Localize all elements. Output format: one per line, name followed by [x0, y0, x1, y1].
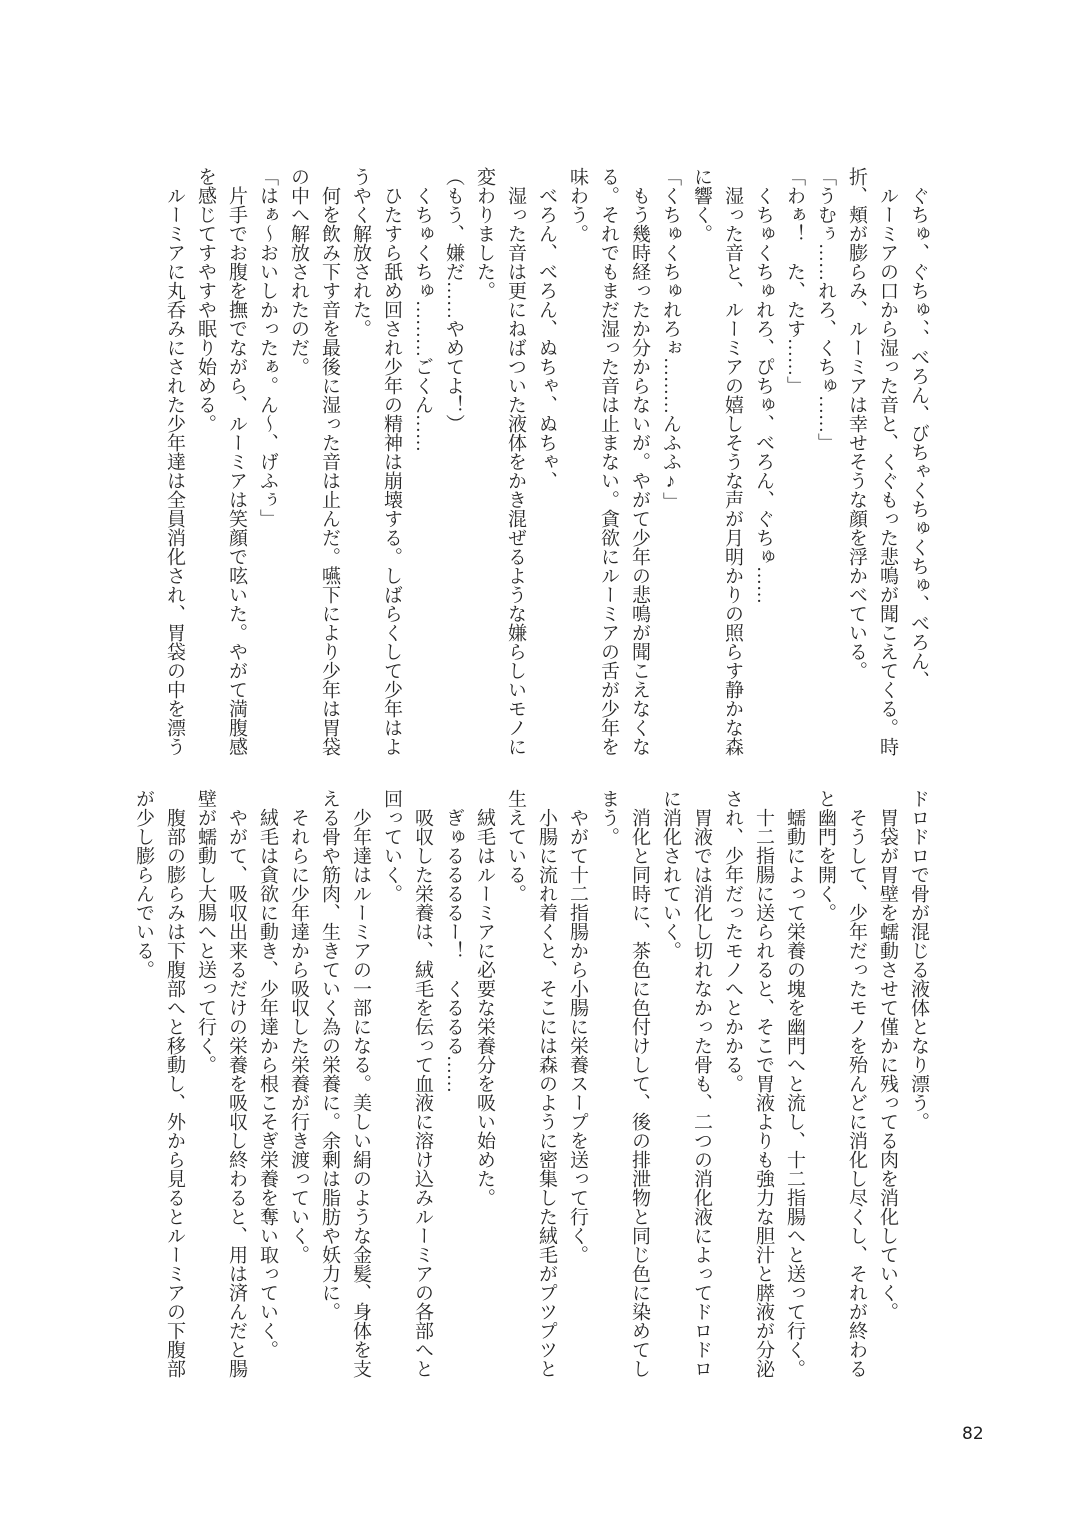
- paragraph: 少年達はルーミアの一部になる。美しい絹のような金髪、身体を支える骨や筋肉、生きていく為の栄養に。余剰は脂肪や妖力に。: [319, 789, 371, 1378]
- paragraph: 胃液では消化し切れなかった骨も、二つの消化液によってドロドロに消化されていく。: [660, 789, 712, 1378]
- paragraph: べろん、べろん、ぬちゃ、ぬちゃ、: [536, 186, 557, 490]
- paragraph: 湿った音は更にねばついた液体をかき混ぜるような嫌らしいモノに変わりました。: [474, 167, 526, 756]
- paragraph: 「くちゅくちゅれろぉ………んふふ♪」: [660, 167, 681, 511]
- paragraph: 蠕動によって栄養の塊を幽門へと流し、十二指腸へと送って行く。: [784, 808, 805, 1378]
- paragraph: ぎゅるるるるー！ くるるる……: [443, 808, 464, 1093]
- paragraph: 吸収した栄養は、絨毛を伝って血液に溶け込みルーミアの各部へと回っていく。: [381, 789, 433, 1378]
- text-block-bottom: [128, 789, 934, 1378]
- paragraph: ルーミアに丸呑みにされた少年達は全員消化され、胃袋の中を漂う: [164, 186, 185, 756]
- paragraph: やがて十二指腸から小腸に栄養スープを送って行く。: [567, 808, 588, 1264]
- paragraph: ぐちゅ、ぐちゅ、、べろん、びちゃくちゅくちゅ、べろん、: [908, 186, 929, 690]
- paragraph: ルーミアの口から湿った音と、くぐもった悲鳴が聞こえてくる。時折、頬が膨らみ、ルーミアは幸せそうな顔を浮かべている。: [846, 167, 898, 756]
- paragraph: ひたすら舐め回され少年の精神は崩壊する。しばらくして少年はようやく解放された。: [350, 167, 402, 756]
- paragraph: 胃袋が胃壁を蠕動させて僅かに残ってる肉を消化していく。: [877, 808, 898, 1321]
- paragraph: 腹部の膨らみは下腹部へと移動し、外から見るとルーミアの下腹部が少し膨らんでいる。: [133, 789, 185, 1378]
- paragraph: 絨毛は貪欲に動き、少年達から根こそぎ栄養を奪い取っていく。: [257, 808, 278, 1359]
- text-block-top: [159, 167, 934, 756]
- paragraph: 「はぁ～おいしかったぁ。ん～、げふぅ」: [257, 167, 278, 528]
- paragraph: ドロドロで骨が混じる液体となり漂う。: [908, 789, 929, 1131]
- paragraph: （もう、嫌だ……やめてよ！）: [443, 167, 464, 433]
- paragraph: 十二指腸に送られると、そこで胃液よりも強力な胆汁と膵液が分泌され、少年だったモノへとかかる。: [722, 789, 774, 1378]
- paragraph: 「わぁ！ た、たす……」: [784, 167, 805, 395]
- paragraph: それらに少年達から吸収した栄養が行き渡っていく。: [288, 808, 309, 1264]
- paragraph: やがて、吸収出来るだけの栄養を吸収し終わると、用は済んだと腸壁が蠕動し大腸へと送って行く。: [195, 789, 247, 1378]
- paragraph: 「うむぅ……れろ、くちゅ……」: [815, 167, 836, 452]
- paragraph: 小腸に流れ着くと、そこには森のように密集した絨毛がプツプツと生えている。: [505, 789, 557, 1378]
- paragraph: 消化と同時に、茶色に色付けして、後の排泄物と同じ色に染めてしまう。: [598, 789, 650, 1378]
- paragraph: もう幾時経ったか分からないが。やがて少年の悲鳴が聞こえなくなる。それでもまだ湿った音は止まない。貪欲にルーミアの舌が少年を味わう。: [567, 167, 650, 756]
- paragraph: 絨毛はルーミアに必要な栄養分を吸い始めた。: [474, 808, 495, 1207]
- page-number: 82: [962, 1424, 984, 1444]
- paragraph: くちゅくちゅれろ、ぴちゅ、べろん、ぐちゅ……: [753, 186, 774, 604]
- paragraph: 片手でお腹を撫でながら、ルーミアは笑顔で呟いた。やがて満腹感を感じてすやすや眠り始める。: [195, 167, 247, 756]
- paragraph: くちゅくちゅ………ごくん……: [412, 186, 433, 452]
- paragraph: 湿った音と、ルーミアの嬉しそうな声が月明かりの照らす静かな森に響く。: [691, 167, 743, 756]
- paragraph: 何を飲み下す音を最後に湿った音は止んだ。嚥下により少年は胃袋の中へ解放されたのだ。: [288, 167, 340, 756]
- paragraph: そうして、少年だったモノを殆んどに消化し尽くし、それが終わると幽門を開く。: [815, 789, 867, 1378]
